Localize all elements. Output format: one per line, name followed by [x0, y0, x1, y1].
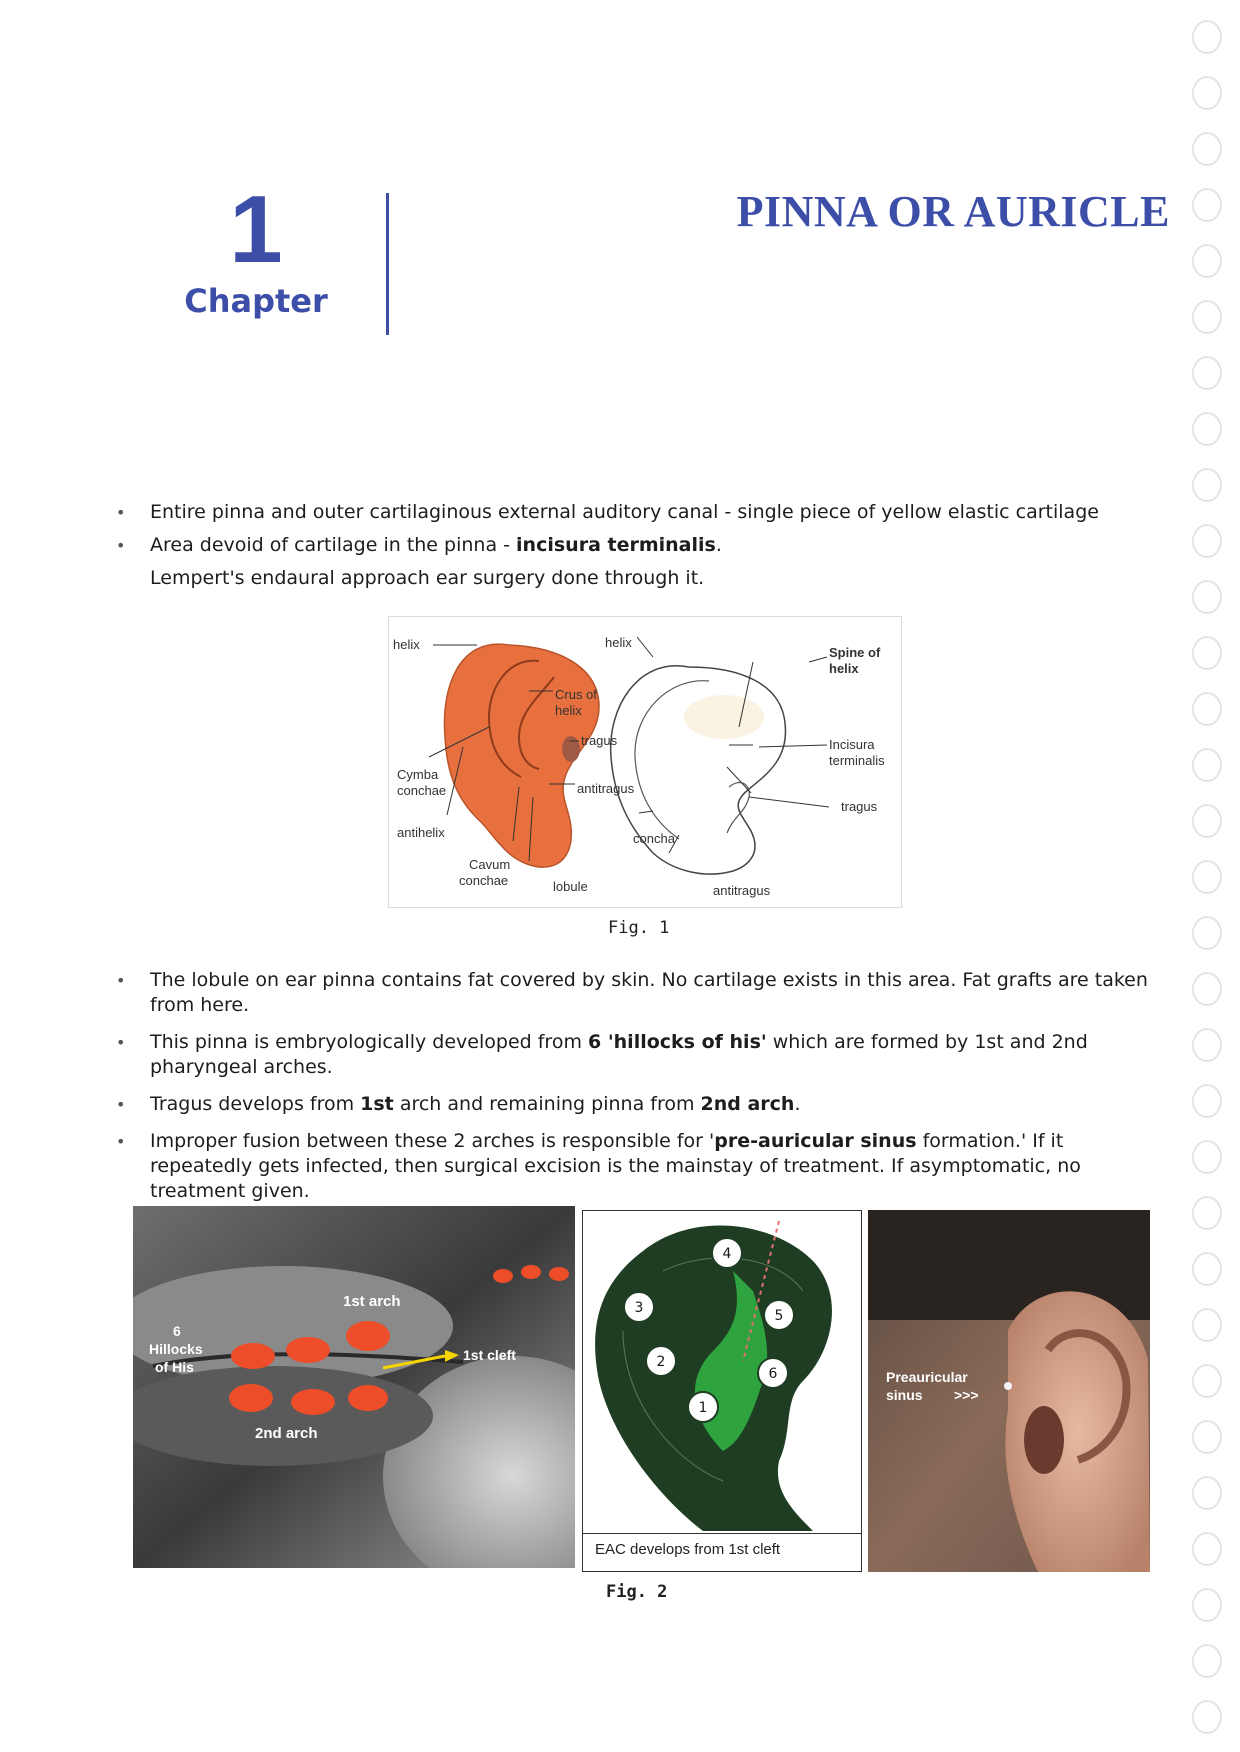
- preauricular-sinus-image: [868, 1210, 1150, 1572]
- label-cymba-2: conchae: [397, 783, 447, 798]
- label-helix: helix: [393, 637, 420, 652]
- list-item: • Area devoid of cartilage in the pinna - incisura terminalis.: [116, 534, 722, 556]
- list-item: • The lobule on ear pinna contains fat covered by skin. No cartilage exists in this area. Fat grafts are taken from here.: [116, 969, 1148, 1016]
- label-cleft: 1st cleft: [463, 1347, 516, 1363]
- label-cymba-1: Cymba: [397, 767, 439, 782]
- label-tragus-right: tragus: [841, 799, 878, 814]
- hillock-2: 2: [656, 1354, 666, 1370]
- list-item: • Entire pinna and outer cartilaginous external auditory canal - single piece of yellow elastic cartilage: [116, 501, 1099, 523]
- bullet-text: formation.' If it repeatedly gets infected, then surgical excision is the mainstay of treatment. If asymptomatic, no treatment given.: [150, 1130, 1081, 1202]
- figure-2-caption: Fig. 2: [606, 1582, 668, 1602]
- label-incisura-2: terminalis: [829, 753, 885, 768]
- hillock-4: 4: [722, 1246, 732, 1262]
- label-cavum-1: Cavum: [469, 857, 511, 872]
- bullet-text: Entire pinna and outer cartilaginous external auditory canal - single piece of yellow elastic cartilage: [150, 501, 1099, 523]
- bullet-list-bottom: [108, 968, 1168, 1204]
- hillock-3: 3: [634, 1300, 644, 1316]
- list-item: • Tragus develops from 1st arch and remaining pinna from 2nd arch.: [116, 1093, 801, 1115]
- bullet-text: .: [794, 1093, 801, 1115]
- bullet-text: This pinna is embryologically developed from: [150, 1031, 588, 1053]
- embryo-image: [133, 1206, 575, 1568]
- label-crus-1: Crus of: [555, 687, 597, 702]
- hillock-6: 6: [768, 1366, 778, 1382]
- label-incisura-1: Incisura: [829, 737, 875, 752]
- bullet-text: arch and remaining pinna from: [393, 1093, 701, 1115]
- figure-1-caption: Fig. 1: [608, 918, 670, 938]
- hillock-1: 1: [698, 1400, 708, 1416]
- label-arch1: 1st arch: [343, 1293, 401, 1310]
- label-arch2: 2nd arch: [255, 1425, 318, 1442]
- label-preauricular-2: sinus: [886, 1387, 923, 1403]
- label-cavum-2: conchae: [459, 873, 509, 888]
- schematic-caption: EAC develops from 1st cleft: [595, 1541, 781, 1558]
- list-item: • This pinna is embryologically developed from 6 'hillocks of his' which are formed by 1st and 2nd pharyngeal arches.: [116, 1031, 1088, 1078]
- hillock-5: 5: [774, 1308, 784, 1324]
- label-preauricular-1: Preauricular: [886, 1369, 968, 1385]
- label-helix-right: helix: [605, 635, 632, 650]
- label-arrows: >>>: [954, 1387, 979, 1403]
- label-hillocks-2: Hillocks: [149, 1341, 203, 1357]
- label-tragus: tragus: [581, 733, 618, 748]
- label-antitragus: antitragus: [577, 781, 635, 796]
- ear-anatomy-diagram: [389, 617, 901, 907]
- label-hillocks-1: 6: [173, 1323, 181, 1339]
- bold-term: incisura terminalis: [516, 534, 716, 556]
- bullet-text: Tragus develops from: [150, 1093, 361, 1115]
- bullet-list-top: [108, 500, 1168, 591]
- figure-2-schematic: [582, 1210, 862, 1572]
- bold-term: 1st: [360, 1093, 394, 1115]
- chapter-divider: [386, 193, 389, 335]
- label-spine-1: Spine of: [829, 645, 881, 660]
- bullet-text: Improper fusion between these 2 arches is responsible for ': [150, 1130, 715, 1152]
- label-hillocks-3: of His: [155, 1359, 194, 1375]
- label-lobule: lobule: [553, 879, 588, 894]
- note-line: Lempert's endaural approach ear surgery done through it.: [150, 567, 705, 589]
- label-concha: concha: [633, 831, 675, 846]
- page-title: PINNA OR AURICLE: [736, 187, 1170, 236]
- bullet-text: Area devoid of cartilage in the pinna -: [150, 534, 517, 556]
- bold-term: 2nd arch: [700, 1093, 795, 1115]
- bullet-text: The lobule on ear pinna contains fat covered by skin. No cartilage exists in this area. Fat grafts are taken from here.: [150, 969, 1148, 1016]
- label-antitragus-bottom: antitragus: [713, 883, 771, 898]
- figure-2-embryo-photo: [133, 1206, 575, 1568]
- bullet-text: .: [715, 534, 722, 556]
- label-antihelix: antihelix: [397, 825, 445, 840]
- list-item: • Improper fusion between these 2 arches is responsible for 'pre-auricular sinus formation.' If it repeatedly gets infected, then surgical excision is the mainstay of treatment. If asymptomatic, no treatment given.: [116, 1130, 1081, 1202]
- figure-2-ear-photo: [868, 1210, 1150, 1572]
- bold-term: pre-auricular sinus: [714, 1130, 917, 1152]
- bold-term: 6 'hillocks of his': [588, 1031, 767, 1053]
- chapter-number: 1: [229, 176, 283, 283]
- label-spine-2: helix: [829, 661, 859, 676]
- bullet-text: which are formed by 1st and 2nd pharyngeal arches.: [150, 1031, 1088, 1078]
- hillocks-diagram: [583, 1211, 861, 1531]
- chapter-label: Chapter: [184, 282, 328, 320]
- figure-1: [388, 616, 902, 908]
- label-crus-2: helix: [555, 703, 582, 718]
